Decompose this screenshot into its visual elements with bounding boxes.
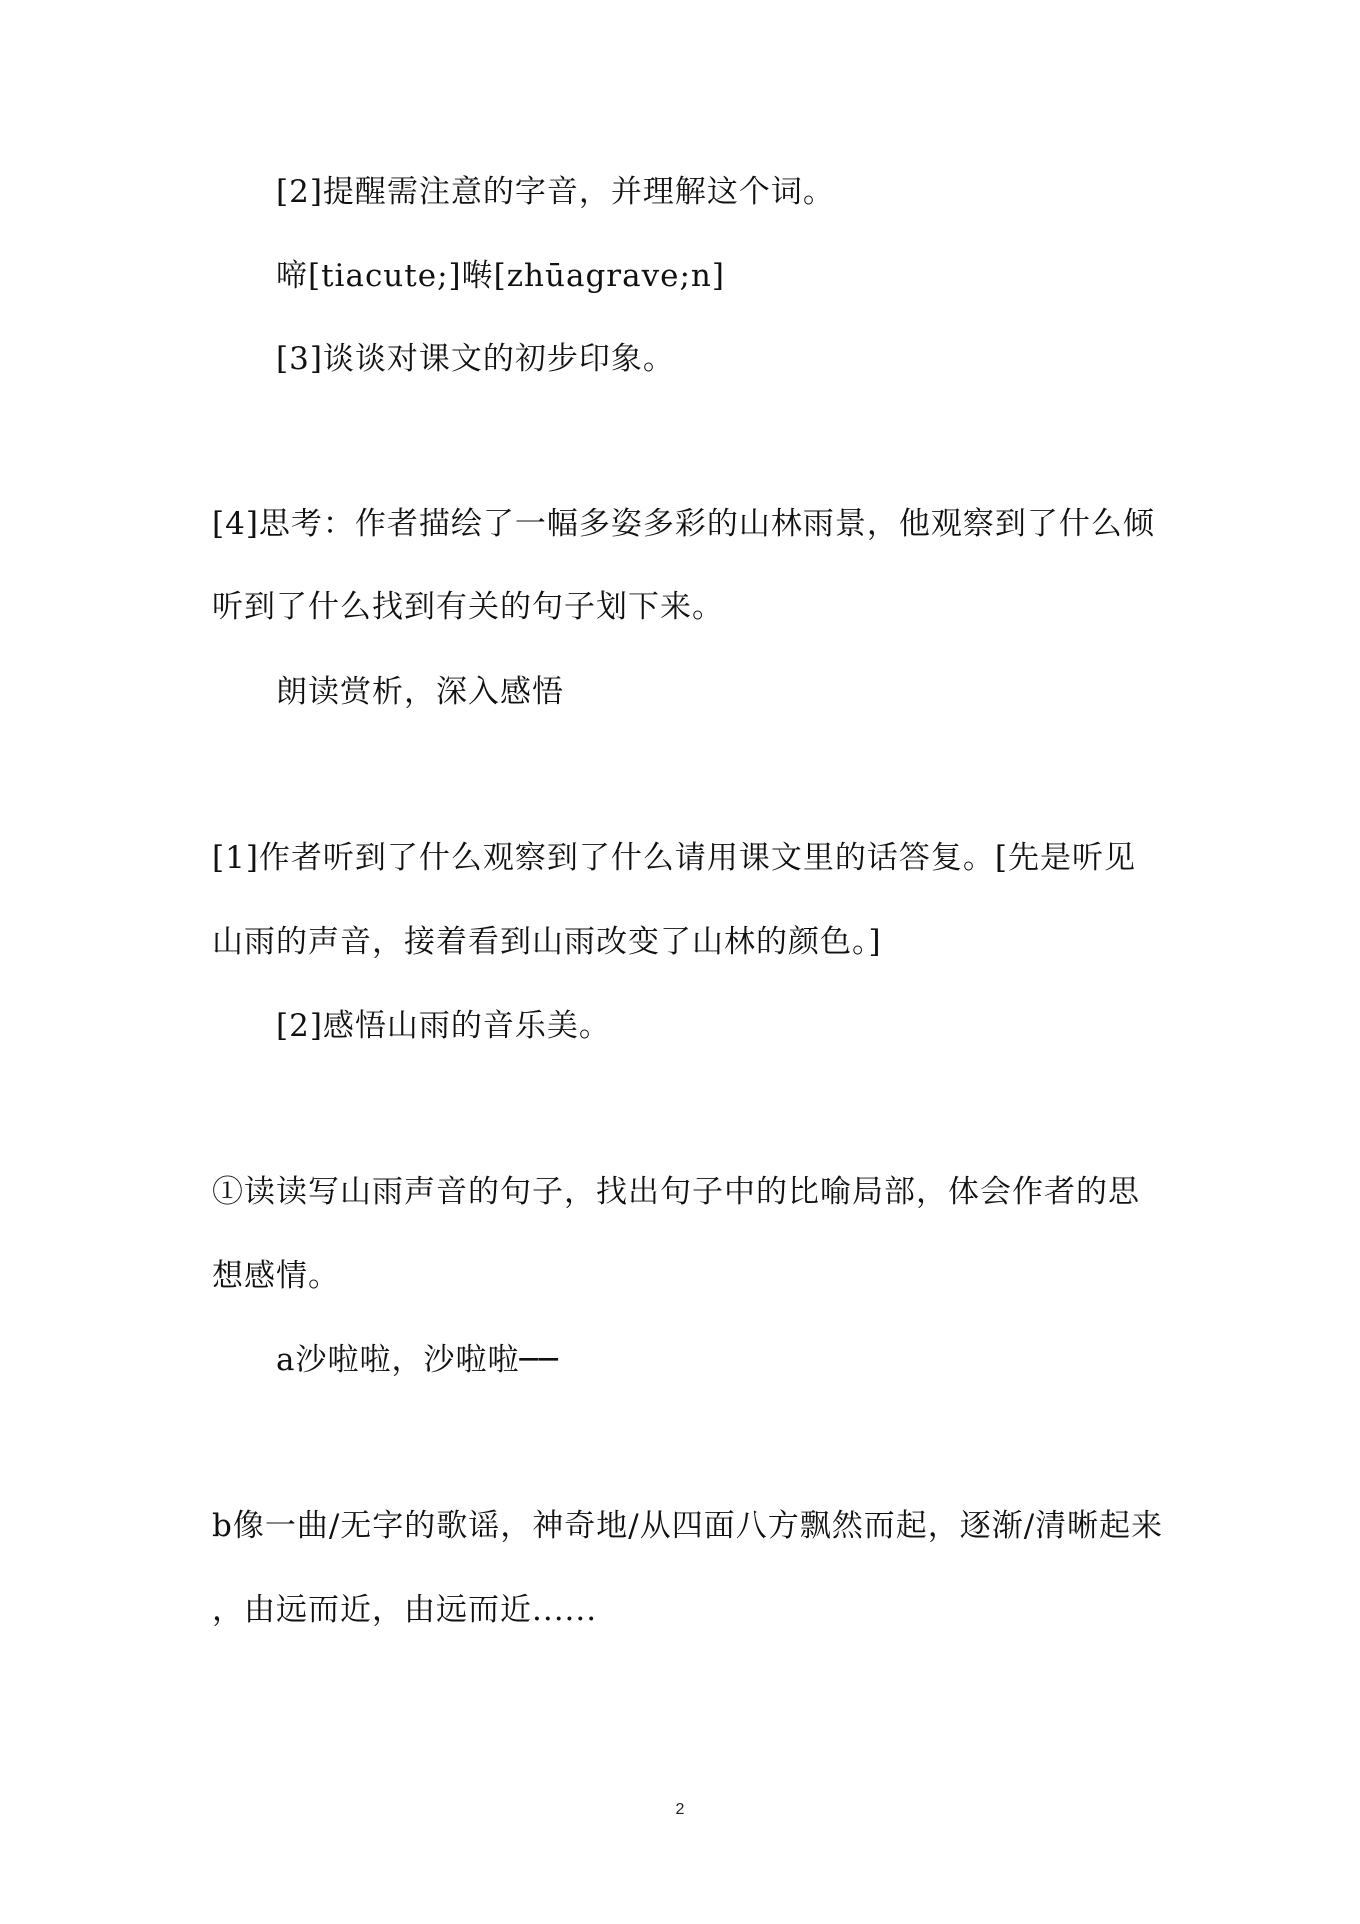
section-heading: 朗读赏析，深入感悟 — [276, 674, 564, 710]
text-line: [2]感悟山雨的音乐美。 — [276, 1008, 611, 1044]
text-line: b像一曲/无字的歌谣，神奇地/从四面八方飘然而起，逐渐/清晰起来 — [212, 1508, 1164, 1544]
text-line: 啼[tiacute;]啭[zhūagrave;n] — [276, 258, 725, 294]
text-line: [4]思考：作者描绘了一幅多姿多彩的山林雨景，他观察到了什么倾 — [212, 506, 1155, 542]
page-number: 2 — [675, 1801, 685, 1818]
text-line: 山雨的声音，接着看到山雨改变了山林的颜色。] — [212, 924, 882, 960]
text-line: 想感情。 — [212, 1258, 340, 1294]
text-line: ，由远而近，由远而近...... — [212, 1592, 598, 1628]
text-line: a沙啦啦，沙啦啦── — [276, 1342, 559, 1378]
text-line: [1]作者听到了什么观察到了什么请用课文里的话答复。[先是听见 — [212, 840, 1137, 876]
text-line: [3]谈谈对课文的初步印象。 — [276, 341, 675, 377]
text-line: 听到了什么找到有关的句子划下来。 — [212, 589, 724, 625]
text-line: ①读读写山雨声音的句子，找出句子中的比喻局部，体会作者的思 — [212, 1174, 1140, 1210]
text-line: [2]提醒需注意的字音，并理解这个词。 — [276, 174, 835, 210]
